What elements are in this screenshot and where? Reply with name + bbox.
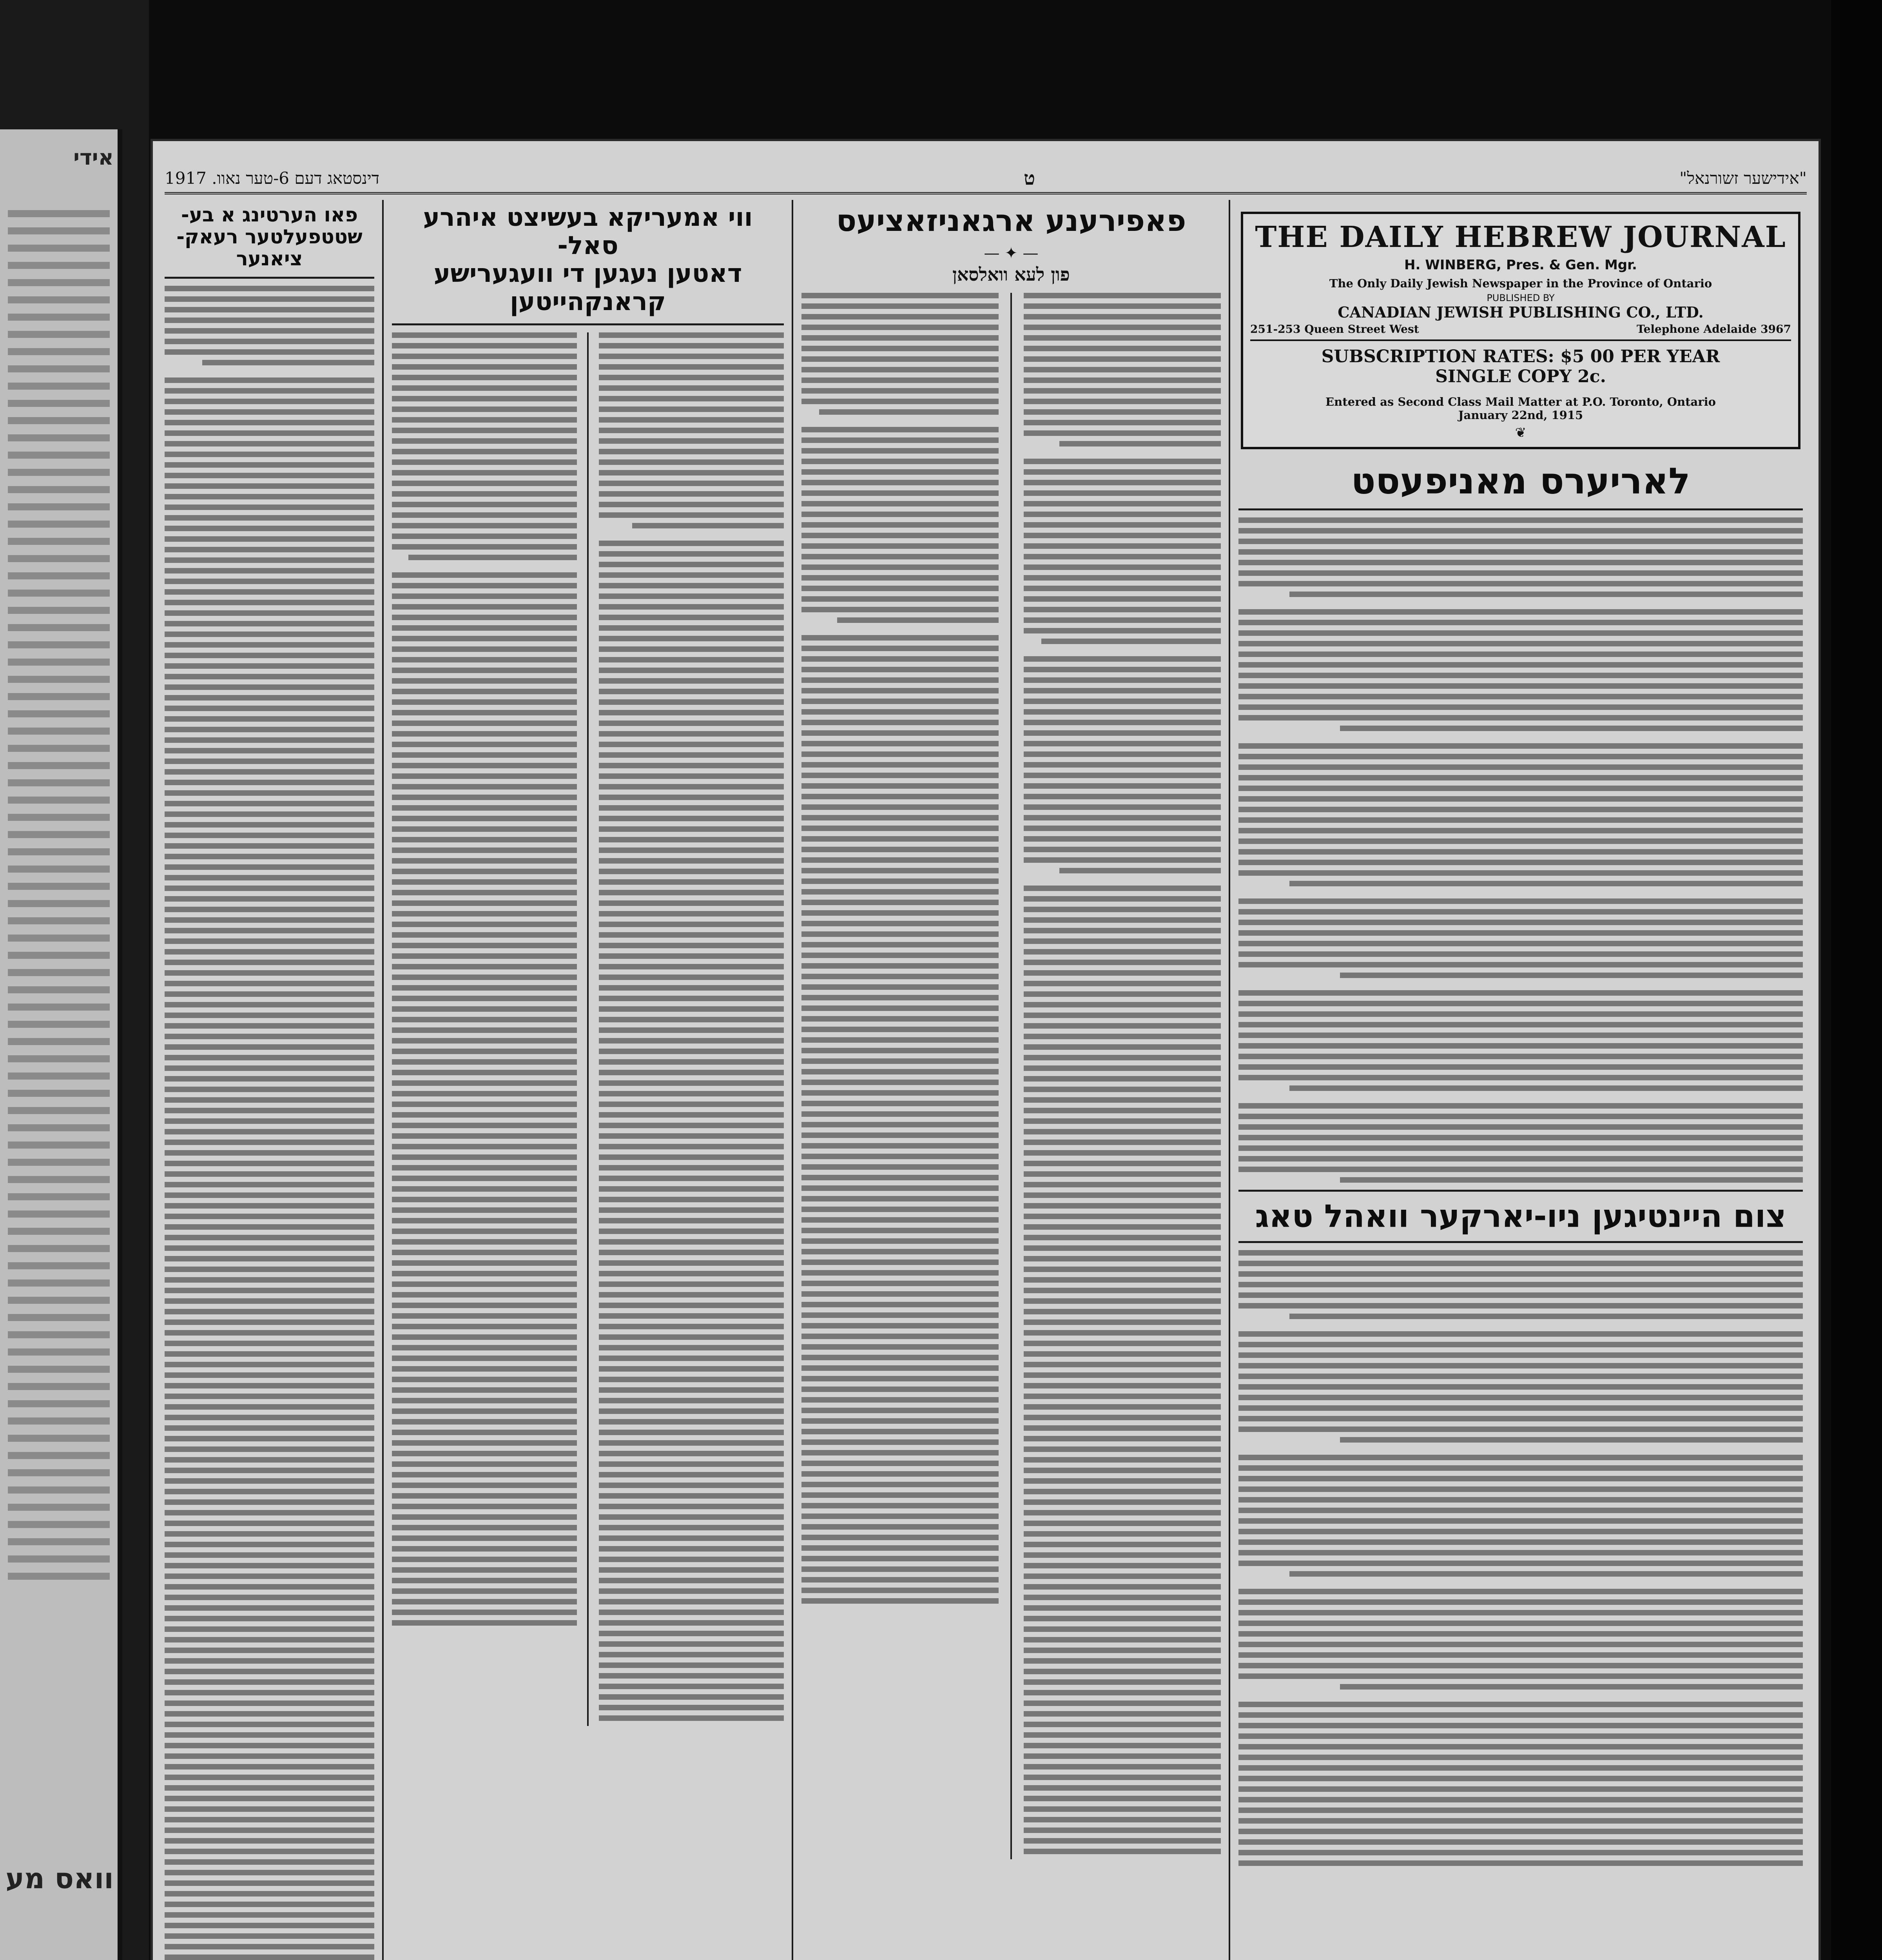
masthead-box xyxy=(1241,212,1800,449)
column-america-soldiers xyxy=(392,200,784,1960)
subscription-rates: SUBSCRIPTION RATES: $5 00 PER YEAR xyxy=(1321,347,1720,367)
masthead-publisher: CANADIAN JEWISH PUBLISHING CO., LTD. xyxy=(1338,303,1704,321)
column-rule xyxy=(382,200,384,1960)
folio-date: דינסטאג דעם 6-טער נאוו. 1917 xyxy=(165,169,380,188)
headline-ornament: — ✦ — xyxy=(984,244,1039,263)
column-reaction xyxy=(165,200,374,1960)
masthead-address: 251-253 Queen Street West xyxy=(1250,323,1419,336)
editorial-body xyxy=(1238,517,1803,1183)
masthead-tagline: The Only Daily Jewish Newspaper in the Province of Ontario xyxy=(1329,277,1712,290)
column-paper-organizations xyxy=(801,200,1221,1960)
previous-page-fragment xyxy=(0,129,122,1960)
prev-page-text xyxy=(0,200,118,1590)
article-body-two-col xyxy=(801,293,1221,1859)
masthead-address-row xyxy=(1250,323,1791,341)
mail-entry-line-2: January 22nd, 1915 xyxy=(1458,408,1583,422)
article-body-reaction xyxy=(165,286,374,1960)
editorial-headline: לאריערס מאניפעסט xyxy=(1351,460,1690,502)
folio-line xyxy=(165,165,1807,194)
single-copy-price: SINGLE COPY 2c. xyxy=(1435,367,1606,387)
masthead-title: THE DAILY HEBREW JOURNAL xyxy=(1255,220,1786,254)
masthead-flourish-ornament: ❦ xyxy=(1515,425,1527,441)
masthead-manager: H. WINBERG, Pres. & Gen. Mgr. xyxy=(1404,257,1637,273)
article-body-two-col xyxy=(392,332,784,1726)
article-headline-paper-orgs: פאפירענע ארגאניזאציעס xyxy=(836,203,1186,238)
folio-paper-name: "אידישער זשורנאל" xyxy=(1679,169,1807,188)
folio-page-number: ט xyxy=(1024,167,1035,189)
second-editorial-headline: צום היינטיגען ניו-יארקער וואהל טאג xyxy=(1255,1198,1786,1235)
prev-page-fragment-header: אידי xyxy=(73,145,114,170)
column-masthead-editorial xyxy=(1238,200,1803,1960)
masthead-telephone: Telephone Adelaide 3967 xyxy=(1636,323,1791,336)
prev-page-fragment-headline: וואס מע xyxy=(5,1862,114,1895)
article-byline: פון לעא וואלסאן xyxy=(952,264,1070,285)
column-rule xyxy=(1229,200,1230,1960)
second-editorial-body xyxy=(1238,1250,1803,1866)
newspaper-page xyxy=(153,141,1819,1960)
mail-entry-line-1: Entered as Second Class Mail Matter at P.O. Toronto, Ontario xyxy=(1325,395,1716,408)
column-rule xyxy=(792,200,793,1960)
masthead-published-by: PUBLISHED BY xyxy=(1487,292,1555,303)
film-margin-right xyxy=(1831,0,1882,1960)
article-headline-reaction: פאו הערטינג א בע- שטטפעלטער רעאק- ציאנער xyxy=(176,203,363,270)
article-headline-america-soldiers: ווי אמעריקא בעשיצט איהרע סאל- דאטען נעגען די וועגערישע קראנקהייטען xyxy=(423,203,753,317)
